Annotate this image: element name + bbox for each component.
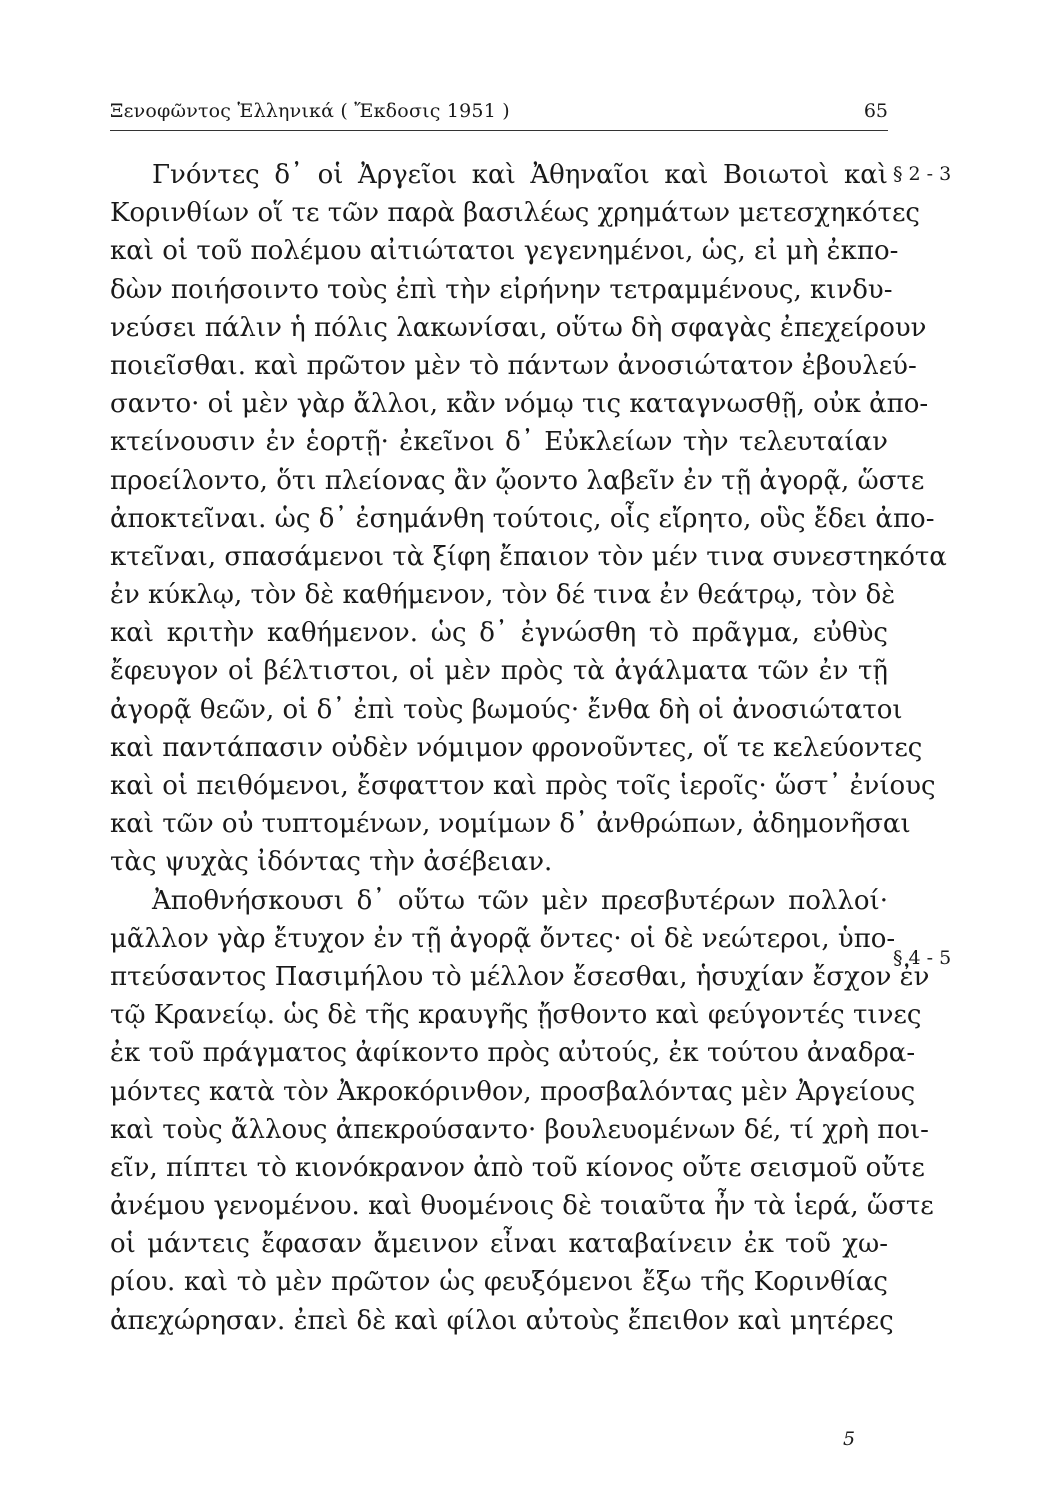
text-line: μόντες κατὰ τὸν Ἀκροκόρινθον, προσβαλόντας μὲν Ἀργείους bbox=[110, 1076, 916, 1107]
text-line: ἀποκτεῖναι. ὡς δ᾽ ἐσημάνθη τούτοις, οἷς εἴρητο, οὓς ἔδει ἀπο- bbox=[110, 503, 935, 534]
text-line: καὶ οἱ πειθόμενοι, ἔσφαττον καὶ πρὸς τοῖς ἱεροῖς· ὥστ᾽ ἐνίους bbox=[110, 771, 936, 801]
text-line: κτείνουσιν ἐν ἑορτῇ· ἐκεῖνοι δ᾽ Εὐκλείων τὴν τελευταίαν bbox=[110, 427, 888, 458]
page-number: 65 bbox=[863, 100, 888, 122]
text-line: κτεῖναι, σπασάμενοι τὰ ξίφη ἔπαιον τὸν μέν τινα συνεστηκότα bbox=[110, 541, 947, 572]
text-line: καὶ παντάπασιν οὐδὲν νόμιμον φρονοῦντες, οἵ τε κελεύοντες bbox=[110, 732, 923, 763]
text-line: Γνόντες δ᾽ οἱ Ἀργεῖοι καὶ Ἀθηναῖοι καὶ Βοιωτοὶ καὶ bbox=[152, 160, 888, 190]
text-line: ἀγορᾷ θεῶν, οἱ δ᾽ ἐπὶ τοὺς βωμούς· ἔνθα δὴ οἱ ἀνοσιώτατοι bbox=[110, 694, 903, 725]
signature-mark: 5 bbox=[843, 1428, 856, 1450]
text-line: Ἀποθνήσκουσι δ᾽ οὕτω τῶν μὲν πρεσβυτέρων πολλοί· bbox=[152, 885, 888, 916]
text-line: προείλοντο, ὅτι πλείονας ἂν ᾤοντο λαβεῖν ἐν τῇ ἀγορᾷ, ὥστε bbox=[110, 465, 925, 496]
text-line: οἱ μάντεις ἔφασαν ἄμεινον εἶναι καταβαίνειν ἐκ τοῦ χω- bbox=[110, 1229, 888, 1260]
text-line: πτεύσαντος Πασιμήλου τὸ μέλλον ἔσεσθαι, ἡσυχίαν ἔσχον ἐν bbox=[110, 961, 930, 992]
text-line: τὰς ψυχὰς ἰδόντας τὴν ἀσέβειαν. bbox=[110, 847, 553, 878]
text-line: καὶ κριτὴν καθήμενον. ὡς δ᾽ ἐγνώσθη τὸ πρᾶγμα, εὐθὺς bbox=[110, 618, 888, 649]
text-line: καὶ τοὺς ἄλλους ἀπεκρούσαντο· βουλευομένων δέ, τί χρὴ ποι- bbox=[110, 1114, 929, 1145]
text-line: καὶ οἱ τοῦ πολέμου αἰτιώτατοι γεγενημένοι, ὡς, εἰ μὴ ἐκπο- bbox=[110, 236, 899, 267]
running-title: Ξενοφῶντος Ἑλληνικά ( Ἔκδοσις 1951 ) bbox=[110, 100, 510, 122]
text-line: μᾶλλον γὰρ ἔτυχον ἐν τῇ ἀγορᾷ ὄντες· οἱ δὲ νεώτεροι, ὑπο- bbox=[110, 923, 896, 954]
text-line: ἀπεχώρησαν. ἐπεὶ δὲ καὶ φίλοι αὐτοὺς ἔπειθον καὶ μητέρες bbox=[110, 1305, 894, 1336]
marginal-note: § 2 - 3 bbox=[893, 163, 952, 185]
text-line: ἔφευγον οἱ βέλτιστοι, οἱ μὲν πρὸς τὰ ἀγάλματα τῶν ἐν τῇ bbox=[110, 656, 888, 687]
text-line: εῖν, πίπτει τὸ κιονόκρανον ἀπὸ τοῦ κίονος οὔτε σεισμοῦ οὔτε bbox=[110, 1152, 925, 1183]
text-line: σαντο· οἱ μὲν γὰρ ἄλλοι, κἂν νόμῳ τις καταγνωσθῇ, οὐκ ἀπο- bbox=[110, 389, 929, 420]
marginal-note: § 4 - 5 bbox=[893, 947, 952, 969]
text-line: τῷ Κρανείῳ. ὡς δὲ τῆς κραυγῆς ᾔσθοντο καὶ φεύγοντές τινες bbox=[110, 1000, 922, 1031]
text-line: ἐκ τοῦ πράγματος ἀφίκοντο πρὸς αὐτούς, ἐκ τούτου ἀναδρα- bbox=[110, 1038, 916, 1069]
text-line: ἐν κύκλῳ, τὸν δὲ καθήμενον, τὸν δέ τινα ἐν θεάτρῳ, τὸν δὲ bbox=[110, 580, 896, 611]
text-line: Κορινθίων οἵ τε τῶν παρὰ βασιλέως χρημάτων μετεσχηκότες bbox=[110, 198, 920, 229]
text-line: ποιεῖσθαι. καὶ πρῶτον μὲν τὸ πάντων ἀνοσιώτατον ἐβουλεύ- bbox=[110, 350, 917, 381]
header-rule bbox=[110, 130, 888, 131]
text-line: καὶ τῶν οὐ τυπτομένων, νομίμων δ᾽ ἀνθρώπων, ἀδημονῆσαι bbox=[110, 809, 911, 840]
running-header bbox=[110, 100, 888, 130]
text-line: ἀνέμου γενομένου. καὶ θυομένοις δὲ τοιαῦτα ἦν τὰ ἱερά, ὥστε bbox=[110, 1191, 934, 1222]
text-line: δὼν ποιήσοιντο τοὺς ἐπὶ τὴν εἰρήνην τετραμμένους, κινδυ- bbox=[110, 274, 893, 305]
text-line: νεύσει πάλιν ἡ πόλις λακωνίσαι, οὕτω δὴ σφαγὰς ἐπεχείρουν bbox=[110, 312, 927, 343]
text-line: ρίου. καὶ τὸ μὲν πρῶτον ὡς φευξόμενοι ἔξω τῆς Κορινθίας bbox=[110, 1267, 888, 1298]
